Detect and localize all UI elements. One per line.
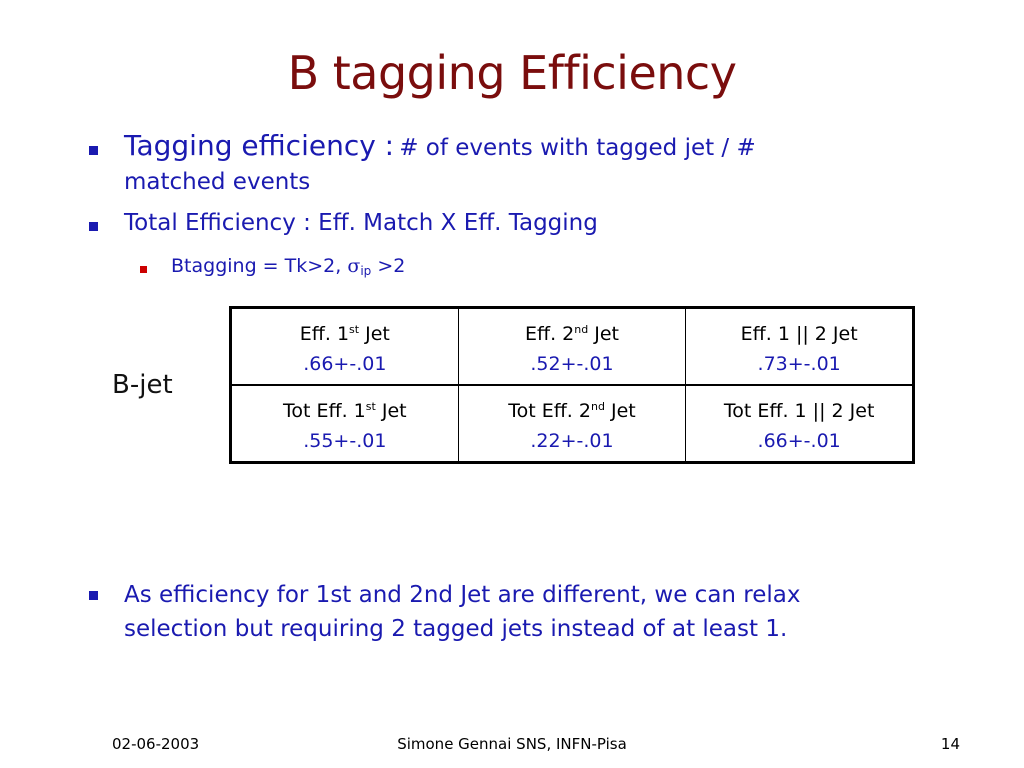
bullet-line: As efficiency for 1st and 2nd Jet are different, we can relax [124,582,801,608]
cell-header: Eff. 1 || 2 Jet [740,322,858,345]
table-row [231,385,914,463]
table-cell [458,308,686,386]
cell-header: Tot Eff. 1 || 2 Jet [723,399,875,422]
sub-bullet-btagging [171,255,405,278]
footer-author: Simone Gennai SNS, INFN-Pisa [397,735,627,753]
sigma-subscript: ip [360,264,372,278]
slide-title: B tagging Efficiency [287,46,737,100]
bullet-tagging-efficiency [124,128,844,168]
cell-value: .52+-.01 [530,352,614,375]
bullet-marker [89,591,98,600]
bullet-rest-text: # of events with tagged jet / # [399,135,756,161]
bullet-marker [89,222,98,231]
sigma-symbol: σ [347,255,361,277]
table-cell [458,385,686,463]
bullet-marker [89,146,98,155]
cell-value: .66+-.01 [303,352,387,375]
footer-page-number: 14 [940,735,960,753]
bullet-line: selection but requiring 2 tagged jets instead of at least 1. [124,616,788,642]
cell-header: Eff. 1st Jet [299,322,390,345]
table-cell [231,385,459,463]
sub-bullet-suffix: >2 [377,255,406,277]
sub-bullet-marker [140,266,147,273]
cell-value: .73+-.01 [757,352,841,375]
bullet-relax-selection [124,578,801,646]
table-cell [686,385,914,463]
footer-date: 02-06-2003 [112,735,200,753]
bullet-continuation-text: matched events [124,169,311,195]
table-cell [231,308,459,386]
cell-value: .66+-.01 [757,429,841,452]
bullet-lead-text: Tagging efficiency : [124,129,395,162]
cell-header: Eff. 2nd Jet [524,322,619,345]
table-cell [686,308,914,386]
sub-bullet-prefix: Btagging = Tk>2, [171,255,342,277]
cell-header: Tot Eff. 2nd Jet [508,399,636,422]
cell-value: .22+-.01 [530,429,614,452]
cell-header: Tot Eff. 1st Jet [283,399,407,422]
table-row [231,308,914,386]
efficiency-table [229,306,915,464]
bullet-total-efficiency: Total Efficiency : Eff. Match X Eff. Tagging [124,210,598,236]
b-jet-label: B-jet [112,370,173,400]
cell-value: .55+-.01 [303,429,387,452]
